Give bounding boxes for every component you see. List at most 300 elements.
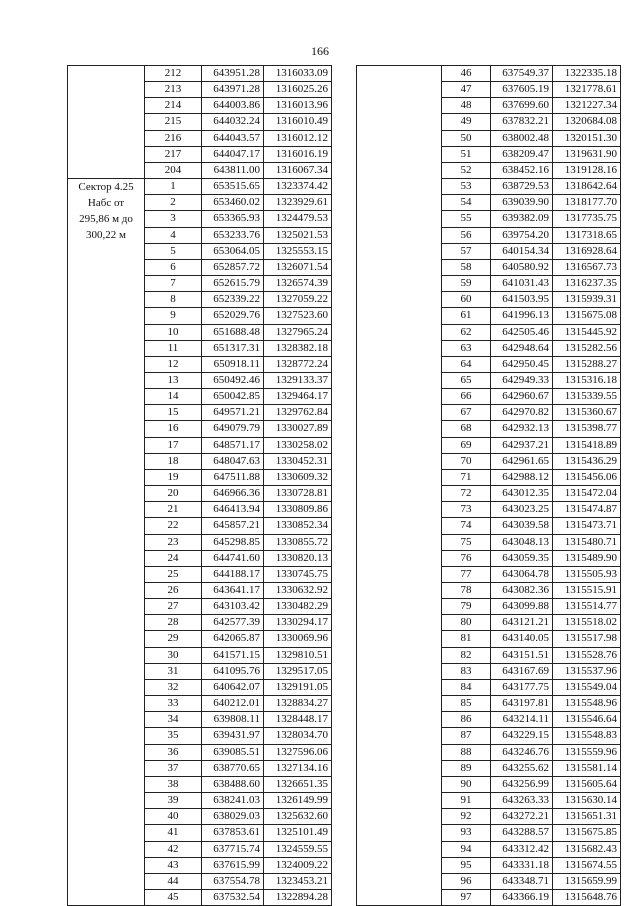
coord-y: 1315282.56 xyxy=(553,340,621,356)
coord-y: 1316016.19 xyxy=(264,146,332,162)
coord-y: 1327596.06 xyxy=(264,744,332,760)
point-number: 67 xyxy=(442,405,491,421)
coord-x: 637532.54 xyxy=(202,889,264,905)
sector-cell-empty xyxy=(357,66,442,906)
point-number: 41 xyxy=(145,825,202,841)
coord-y: 1330452.31 xyxy=(264,453,332,469)
coord-x: 643272.21 xyxy=(491,809,553,825)
point-number: 44 xyxy=(145,873,202,889)
table-row xyxy=(68,179,332,195)
coord-y: 1318177.70 xyxy=(553,195,621,211)
coord-x: 639382.09 xyxy=(491,211,553,227)
point-number: 32 xyxy=(145,679,202,695)
coord-x: 653233.76 xyxy=(202,227,264,243)
point-number: 3 xyxy=(145,211,202,227)
coord-y: 1330609.32 xyxy=(264,469,332,485)
coord-y: 1327965.24 xyxy=(264,324,332,340)
point-number: 29 xyxy=(145,631,202,647)
point-number: 92 xyxy=(442,809,491,825)
point-number: 61 xyxy=(442,308,491,324)
coord-x: 653460.02 xyxy=(202,195,264,211)
coord-y: 1324009.22 xyxy=(264,857,332,873)
point-number: 39 xyxy=(145,793,202,809)
coord-y: 1325632.60 xyxy=(264,809,332,825)
coord-x: 643140.05 xyxy=(491,631,553,647)
coord-y: 1315682.43 xyxy=(553,841,621,857)
point-number: 57 xyxy=(442,243,491,259)
coord-x: 641031.43 xyxy=(491,276,553,292)
coord-x: 638209.47 xyxy=(491,146,553,162)
coord-x: 637853.61 xyxy=(202,825,264,841)
coord-y: 1326574.39 xyxy=(264,276,332,292)
coord-x: 643331.18 xyxy=(491,857,553,873)
coord-x: 643059.35 xyxy=(491,550,553,566)
point-number: 216 xyxy=(145,130,202,146)
coord-x: 647511.88 xyxy=(202,469,264,485)
coord-x: 643167.69 xyxy=(491,663,553,679)
coord-y: 1329762.84 xyxy=(264,405,332,421)
coord-y: 1315456.06 xyxy=(553,469,621,485)
coord-x: 643971.28 xyxy=(202,82,264,98)
point-number: 87 xyxy=(442,728,491,744)
sector-range-start: 295,86 м до xyxy=(79,213,133,226)
coord-y: 1325101.49 xyxy=(264,825,332,841)
coord-y: 1328382.18 xyxy=(264,340,332,356)
coord-x: 643229.15 xyxy=(491,728,553,744)
coord-x: 644043.57 xyxy=(202,130,264,146)
point-number: 19 xyxy=(145,469,202,485)
coord-x: 645857.21 xyxy=(202,518,264,534)
coord-y: 1315474.87 xyxy=(553,502,621,518)
coord-y: 1316237.35 xyxy=(553,276,621,292)
point-number: 78 xyxy=(442,583,491,599)
coord-x: 643082.36 xyxy=(491,583,553,599)
coord-x: 643151.51 xyxy=(491,647,553,663)
table-row xyxy=(68,66,332,82)
coord-x: 643348.71 xyxy=(491,873,553,889)
point-number: 86 xyxy=(442,712,491,728)
coord-y: 1322894.28 xyxy=(264,889,332,905)
coord-x: 637615.99 xyxy=(202,857,264,873)
coord-y: 1329133.37 xyxy=(264,372,332,388)
coord-x: 637699.60 xyxy=(491,98,553,114)
coord-x: 640154.34 xyxy=(491,243,553,259)
coord-x: 642505.46 xyxy=(491,324,553,340)
point-number: 18 xyxy=(145,453,202,469)
coord-y: 1319631.90 xyxy=(553,146,621,162)
coord-x: 641996.13 xyxy=(491,308,553,324)
coord-y: 1315528.76 xyxy=(553,647,621,663)
sector-cell-empty xyxy=(68,66,145,179)
coord-x: 652029.76 xyxy=(202,308,264,324)
coord-y: 1315473.71 xyxy=(553,518,621,534)
point-number: 59 xyxy=(442,276,491,292)
coord-x: 640212.01 xyxy=(202,696,264,712)
sector-range-end: 300,22 м xyxy=(86,229,126,242)
coord-x: 643263.33 xyxy=(491,793,553,809)
point-number: 37 xyxy=(145,760,202,776)
coord-y: 1315505.93 xyxy=(553,566,621,582)
coord-x: 644032.24 xyxy=(202,114,264,130)
coord-x: 640642.07 xyxy=(202,679,264,695)
sector-title: Сектор 4.25 xyxy=(78,181,134,194)
coord-y: 1325553.15 xyxy=(264,243,332,259)
point-number: 97 xyxy=(442,889,491,905)
coord-y: 1329810.51 xyxy=(264,647,332,663)
coord-y: 1329517.05 xyxy=(264,663,332,679)
coord-y: 1324479.53 xyxy=(264,211,332,227)
coord-y: 1315418.89 xyxy=(553,437,621,453)
point-number: 16 xyxy=(145,421,202,437)
coord-y: 1325021.53 xyxy=(264,227,332,243)
coord-x: 642577.39 xyxy=(202,615,264,631)
coord-y: 1330820.13 xyxy=(264,550,332,566)
coord-x: 650042.85 xyxy=(202,389,264,405)
point-number: 62 xyxy=(442,324,491,340)
point-number: 85 xyxy=(442,696,491,712)
point-number: 74 xyxy=(442,518,491,534)
coord-y: 1315360.67 xyxy=(553,405,621,421)
coord-y: 1327523.60 xyxy=(264,308,332,324)
point-number: 66 xyxy=(442,389,491,405)
coord-y: 1324559.55 xyxy=(264,841,332,857)
coord-x: 653365.93 xyxy=(202,211,264,227)
coord-y: 1315939.31 xyxy=(553,292,621,308)
point-number: 95 xyxy=(442,857,491,873)
coord-y: 1315472.04 xyxy=(553,486,621,502)
coord-x: 642970.82 xyxy=(491,405,553,421)
coord-x: 643177.75 xyxy=(491,679,553,695)
coord-x: 642949.33 xyxy=(491,372,553,388)
point-number: 90 xyxy=(442,776,491,792)
coord-x: 638729.53 xyxy=(491,179,553,195)
coord-x: 643312.42 xyxy=(491,841,553,857)
sector-subtitle: Набс от xyxy=(87,197,125,210)
coord-y: 1316010.49 xyxy=(264,114,332,130)
coord-x: 639085.51 xyxy=(202,744,264,760)
coord-y: 1323374.42 xyxy=(264,179,332,195)
coord-x: 649571.21 xyxy=(202,405,264,421)
coord-y: 1330632.92 xyxy=(264,583,332,599)
point-number: 45 xyxy=(145,889,202,905)
point-number: 25 xyxy=(145,566,202,582)
coord-x: 643103.42 xyxy=(202,599,264,615)
point-number: 77 xyxy=(442,566,491,582)
coord-y: 1330852.34 xyxy=(264,518,332,534)
coord-x: 637832.21 xyxy=(491,114,553,130)
point-number: 93 xyxy=(442,825,491,841)
coord-y: 1315436.29 xyxy=(553,453,621,469)
coord-y: 1317318.65 xyxy=(553,227,621,243)
point-number: 89 xyxy=(442,760,491,776)
coord-y: 1315518.02 xyxy=(553,615,621,631)
coord-x: 651688.48 xyxy=(202,324,264,340)
coord-x: 653064.05 xyxy=(202,243,264,259)
coord-y: 1315581.14 xyxy=(553,760,621,776)
point-number: 213 xyxy=(145,82,202,98)
coord-y: 1315546.64 xyxy=(553,712,621,728)
coord-y: 1316928.64 xyxy=(553,243,621,259)
point-number: 40 xyxy=(145,809,202,825)
coord-x: 650492.46 xyxy=(202,372,264,388)
coord-y: 1315489.90 xyxy=(553,550,621,566)
coord-x: 651317.31 xyxy=(202,340,264,356)
point-number: 84 xyxy=(442,679,491,695)
point-number: 53 xyxy=(442,179,491,195)
coord-x: 637605.19 xyxy=(491,82,553,98)
coord-y: 1320684.08 xyxy=(553,114,621,130)
point-number: 69 xyxy=(442,437,491,453)
point-number: 22 xyxy=(145,518,202,534)
point-number: 11 xyxy=(145,340,202,356)
coord-x: 644741.60 xyxy=(202,550,264,566)
coordinates-table-right xyxy=(356,65,621,906)
point-number: 56 xyxy=(442,227,491,243)
point-number: 38 xyxy=(145,776,202,792)
coord-x: 638770.65 xyxy=(202,760,264,776)
point-number: 46 xyxy=(442,66,491,82)
sector-label xyxy=(68,179,145,906)
coord-y: 1330294.17 xyxy=(264,615,332,631)
point-number: 51 xyxy=(442,146,491,162)
coord-x: 650918.11 xyxy=(202,356,264,372)
coord-y: 1330809.86 xyxy=(264,502,332,518)
point-number: 17 xyxy=(145,437,202,453)
point-number: 4 xyxy=(145,227,202,243)
coord-x: 652339.22 xyxy=(202,292,264,308)
coord-y: 1330027.89 xyxy=(264,421,332,437)
point-number: 79 xyxy=(442,599,491,615)
coord-x: 643039.58 xyxy=(491,518,553,534)
coord-x: 638241.03 xyxy=(202,793,264,809)
coord-y: 1315517.98 xyxy=(553,631,621,647)
coord-y: 1315651.31 xyxy=(553,809,621,825)
point-number: 215 xyxy=(145,114,202,130)
point-number: 15 xyxy=(145,405,202,421)
coord-y: 1327059.22 xyxy=(264,292,332,308)
point-number: 204 xyxy=(145,162,202,178)
coord-y: 1330728.81 xyxy=(264,486,332,502)
coord-y: 1315648.76 xyxy=(553,889,621,905)
coord-x: 638452.16 xyxy=(491,162,553,178)
coord-x: 646966.36 xyxy=(202,486,264,502)
coord-y: 1315559.96 xyxy=(553,744,621,760)
coord-x: 653515.65 xyxy=(202,179,264,195)
coord-x: 652857.72 xyxy=(202,259,264,275)
coord-x: 638029.03 xyxy=(202,809,264,825)
coord-y: 1318642.64 xyxy=(553,179,621,195)
coord-x: 643121.21 xyxy=(491,615,553,631)
point-number: 73 xyxy=(442,502,491,518)
point-number: 42 xyxy=(145,841,202,857)
point-number: 52 xyxy=(442,162,491,178)
coord-y: 1316025.26 xyxy=(264,82,332,98)
coord-y: 1326071.54 xyxy=(264,259,332,275)
coord-x: 643099.88 xyxy=(491,599,553,615)
point-number: 9 xyxy=(145,308,202,324)
point-number: 31 xyxy=(145,663,202,679)
coord-x: 637549.37 xyxy=(491,66,553,82)
coord-x: 643255.62 xyxy=(491,760,553,776)
coord-y: 1315548.96 xyxy=(553,696,621,712)
coord-y: 1315515.91 xyxy=(553,583,621,599)
coord-y: 1323929.61 xyxy=(264,195,332,211)
coord-y: 1326651.35 xyxy=(264,776,332,792)
point-number: 65 xyxy=(442,372,491,388)
point-number: 214 xyxy=(145,98,202,114)
coord-x: 641503.95 xyxy=(491,292,553,308)
coord-y: 1315339.55 xyxy=(553,389,621,405)
point-number: 26 xyxy=(145,583,202,599)
point-number: 35 xyxy=(145,728,202,744)
point-number: 1 xyxy=(145,179,202,195)
coord-y: 1330745.75 xyxy=(264,566,332,582)
point-number: 58 xyxy=(442,259,491,275)
coord-x: 643256.99 xyxy=(491,776,553,792)
coord-x: 642950.45 xyxy=(491,356,553,372)
point-number: 68 xyxy=(442,421,491,437)
coord-y: 1321778.61 xyxy=(553,82,621,98)
coord-x: 643288.57 xyxy=(491,825,553,841)
coord-x: 648571.17 xyxy=(202,437,264,453)
coord-y: 1316567.73 xyxy=(553,259,621,275)
coord-y: 1321227.34 xyxy=(553,98,621,114)
point-number: 36 xyxy=(145,744,202,760)
coord-y: 1328834.27 xyxy=(264,696,332,712)
page-number: 166 xyxy=(311,44,329,58)
coordinates-table-left xyxy=(67,65,332,906)
coord-x: 645298.85 xyxy=(202,534,264,550)
coord-x: 642988.12 xyxy=(491,469,553,485)
coord-x: 637554.78 xyxy=(202,873,264,889)
coord-y: 1328448.17 xyxy=(264,712,332,728)
coord-x: 639754.20 xyxy=(491,227,553,243)
coord-x: 640580.92 xyxy=(491,259,553,275)
coord-y: 1315630.14 xyxy=(553,793,621,809)
coord-x: 637715.74 xyxy=(202,841,264,857)
coord-x: 652615.79 xyxy=(202,276,264,292)
point-number: 88 xyxy=(442,744,491,760)
point-number: 5 xyxy=(145,243,202,259)
coord-y: 1319128.16 xyxy=(553,162,621,178)
coord-x: 643064.78 xyxy=(491,566,553,582)
point-number: 27 xyxy=(145,599,202,615)
point-number: 12 xyxy=(145,356,202,372)
point-number: 70 xyxy=(442,453,491,469)
point-number: 14 xyxy=(145,389,202,405)
coord-x: 643214.11 xyxy=(491,712,553,728)
point-number: 94 xyxy=(442,841,491,857)
coord-x: 642932.13 xyxy=(491,421,553,437)
coord-y: 1315398.77 xyxy=(553,421,621,437)
coord-y: 1315288.27 xyxy=(553,356,621,372)
coord-y: 1328034.70 xyxy=(264,728,332,744)
coord-x: 642960.67 xyxy=(491,389,553,405)
coord-x: 643641.17 xyxy=(202,583,264,599)
coord-y: 1330258.02 xyxy=(264,437,332,453)
coord-y: 1315445.92 xyxy=(553,324,621,340)
point-number: 2 xyxy=(145,195,202,211)
point-number: 43 xyxy=(145,857,202,873)
coord-y: 1316013.96 xyxy=(264,98,332,114)
coord-x: 642065.87 xyxy=(202,631,264,647)
point-number: 75 xyxy=(442,534,491,550)
point-number: 28 xyxy=(145,615,202,631)
coord-y: 1315674.55 xyxy=(553,857,621,873)
coord-x: 638488.60 xyxy=(202,776,264,792)
coord-x: 643048.13 xyxy=(491,534,553,550)
coord-x: 643023.25 xyxy=(491,502,553,518)
point-number: 20 xyxy=(145,486,202,502)
coord-x: 638002.48 xyxy=(491,130,553,146)
coord-y: 1323453.21 xyxy=(264,873,332,889)
point-number: 49 xyxy=(442,114,491,130)
coord-x: 639431.97 xyxy=(202,728,264,744)
point-number: 63 xyxy=(442,340,491,356)
coord-y: 1315480.71 xyxy=(553,534,621,550)
point-number: 96 xyxy=(442,873,491,889)
coord-x: 642961.65 xyxy=(491,453,553,469)
coord-x: 649079.79 xyxy=(202,421,264,437)
coord-x: 641095.76 xyxy=(202,663,264,679)
coord-y: 1329191.05 xyxy=(264,679,332,695)
point-number: 6 xyxy=(145,259,202,275)
coord-x: 643951.28 xyxy=(202,66,264,82)
point-number: 47 xyxy=(442,82,491,98)
point-number: 82 xyxy=(442,647,491,663)
coord-y: 1316012.12 xyxy=(264,130,332,146)
coord-y: 1320151.30 xyxy=(553,130,621,146)
point-number: 55 xyxy=(442,211,491,227)
point-number: 23 xyxy=(145,534,202,550)
coord-y: 1330855.72 xyxy=(264,534,332,550)
coord-y: 1330069.96 xyxy=(264,631,332,647)
coord-y: 1329464.17 xyxy=(264,389,332,405)
coord-x: 643012.35 xyxy=(491,486,553,502)
coord-y: 1315549.04 xyxy=(553,679,621,695)
point-number: 72 xyxy=(442,486,491,502)
coord-y: 1328772.24 xyxy=(264,356,332,372)
coord-y: 1317735.75 xyxy=(553,211,621,227)
coord-y: 1315675.08 xyxy=(553,308,621,324)
point-number: 7 xyxy=(145,276,202,292)
coord-x: 644188.17 xyxy=(202,566,264,582)
coord-x: 643197.81 xyxy=(491,696,553,712)
point-number: 60 xyxy=(442,292,491,308)
coord-y: 1327134.16 xyxy=(264,760,332,776)
coord-x: 642948.64 xyxy=(491,340,553,356)
point-number: 64 xyxy=(442,356,491,372)
point-number: 33 xyxy=(145,696,202,712)
point-number: 91 xyxy=(442,793,491,809)
point-number: 71 xyxy=(442,469,491,485)
point-number: 81 xyxy=(442,631,491,647)
table-row xyxy=(357,66,621,82)
coord-x: 643246.76 xyxy=(491,744,553,760)
coord-x: 646413.94 xyxy=(202,502,264,518)
coord-x: 644003.86 xyxy=(202,98,264,114)
coord-x: 643366.19 xyxy=(491,889,553,905)
point-number: 21 xyxy=(145,502,202,518)
coord-x: 644047.17 xyxy=(202,146,264,162)
coord-y: 1315548.83 xyxy=(553,728,621,744)
point-number: 34 xyxy=(145,712,202,728)
coord-x: 643811.00 xyxy=(202,162,264,178)
point-number: 24 xyxy=(145,550,202,566)
point-number: 80 xyxy=(442,615,491,631)
point-number: 30 xyxy=(145,647,202,663)
point-number: 54 xyxy=(442,195,491,211)
